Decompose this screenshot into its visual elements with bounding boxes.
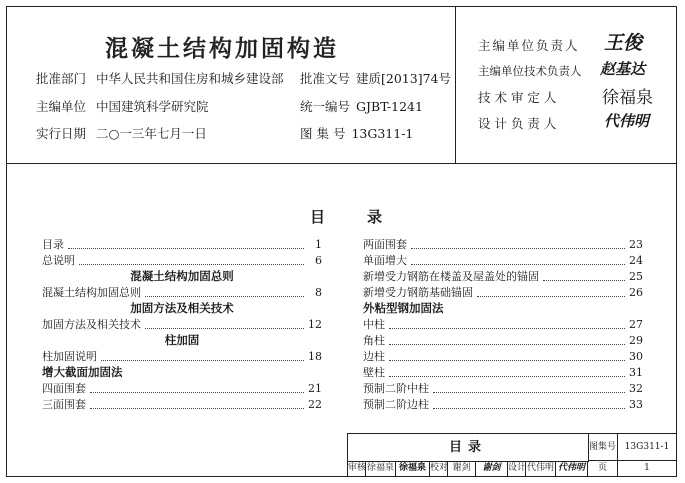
toc-entry-page: 32: [629, 382, 643, 395]
reviewer-name: 徐福泉: [366, 461, 396, 476]
toc-dot-leader: [477, 296, 625, 297]
toc-entry-title: 预制二阶边柱: [363, 398, 429, 411]
toc-heading: 目 录: [310, 208, 383, 226]
meta-unified-no: 统一编号 GJBT-1241: [300, 99, 423, 114]
toc-entry-page: 8: [315, 286, 322, 299]
atlas-no-value: 13G311-1: [618, 434, 676, 461]
toc-entry[interactable]: [42, 396, 322, 412]
toc-entry-title: 混凝土结构加固总则: [42, 286, 141, 299]
toc-entry[interactable]: [42, 348, 322, 364]
meta-editor-unit: 主编单位 中国建筑科学研究院: [36, 99, 209, 114]
design-label: 设计: [508, 461, 526, 476]
meta-atlas-no: 图 集 号 13G311-1: [300, 126, 414, 141]
toc-entry-page: 24: [629, 254, 643, 267]
toc-entry-page: 18: [308, 350, 322, 363]
toc-entry-title: 目录: [42, 238, 64, 251]
toc-dot-leader: [90, 408, 304, 409]
toc-dot-leader: [79, 264, 304, 265]
toc-entry-title: 单面增大: [363, 254, 407, 267]
toc-entry-title: 中柱: [363, 318, 385, 331]
signature-chief-editor: 王俊: [604, 32, 643, 54]
toc-entry-page: 21: [308, 382, 322, 395]
toc-entry[interactable]: [363, 236, 643, 252]
toc-entry-title: 柱加固说明: [42, 350, 97, 363]
toc-entry-title: 新增受力钢筋基础锚固: [363, 286, 473, 299]
signature-reviewer: 徐福泉: [602, 88, 653, 108]
toc-entry-title: 三面围套: [42, 398, 86, 411]
meta-effective-date: 实行日期 二○一三年七月一日: [36, 126, 207, 141]
toc-entry-page: 23: [629, 238, 643, 251]
responsible-tech-lead-label: 主编单位技术负责人: [478, 64, 582, 78]
toc-entry-page: 22: [308, 398, 322, 411]
toc-dot-leader: [68, 248, 304, 249]
toc-section-heading: 加固方法及相关技术: [130, 301, 234, 315]
toc-entry-page: 26: [629, 286, 643, 299]
toc-entry-page: 27: [629, 318, 643, 331]
toc-dot-leader: [411, 264, 625, 265]
signature-design-lead: 代伟明: [604, 112, 650, 130]
designer-name: 代伟明: [526, 461, 556, 476]
toc-entry[interactable]: [363, 284, 643, 300]
toc-entry-page: 29: [629, 334, 643, 347]
toc-entry[interactable]: [363, 268, 643, 284]
header-divider: [6, 163, 677, 164]
toc-entry-page: 6: [315, 254, 322, 267]
toc-entry[interactable]: [42, 380, 322, 396]
toc-dot-leader: [389, 360, 625, 361]
check-label: 校对: [430, 461, 448, 476]
toc-entry[interactable]: [363, 316, 643, 332]
toc-entry-title: 角柱: [363, 334, 385, 347]
toc-entry-title: 加固方法及相关技术: [42, 318, 141, 331]
toc-dot-leader: [389, 376, 625, 377]
toc-entry-title: 新增受力钢筋在楼盖及屋盖处的锚固: [363, 270, 539, 283]
responsible-reviewer-label: 技 术 审 定 人: [478, 90, 557, 105]
toc-entry-title: 预制二阶中柱: [363, 382, 429, 395]
toc-section-heading: 外粘型钢加固法: [363, 301, 444, 315]
toc-entry-page: 25: [629, 270, 643, 283]
toc-entry-title: 四面围套: [42, 382, 86, 395]
responsible-design-lead-label: 设 计 负 责 人: [478, 116, 557, 131]
title-block: [347, 433, 677, 477]
toc-left-column: [42, 236, 322, 412]
toc-dot-leader: [433, 408, 625, 409]
toc-entry-title: 壁柱: [363, 366, 385, 379]
toc-dot-leader: [145, 328, 304, 329]
toc-dot-leader: [389, 328, 625, 329]
meta-approval-doc: 批准文号 建质[2013]74号: [300, 71, 451, 86]
toc-right-column: [363, 236, 643, 412]
page-label: 页: [588, 461, 618, 476]
review-label: 审核: [348, 461, 366, 476]
toc-section-heading: 混凝土结构加固总则: [130, 269, 234, 283]
toc-entry-page: 31: [629, 366, 643, 379]
reviewer-signature: 徐福泉: [396, 461, 430, 476]
toc-entry[interactable]: [42, 284, 322, 300]
toc-dot-leader: [433, 392, 625, 393]
document-title: 混凝土结构加固构造: [105, 36, 339, 62]
toc-section-heading: 增大截面加固法: [42, 365, 123, 379]
signature-tech-lead: 赵基达: [600, 60, 646, 78]
toc-entry[interactable]: [363, 380, 643, 396]
toc-dot-leader: [145, 296, 304, 297]
toc-entry[interactable]: [363, 332, 643, 348]
atlas-no-label: 图集号: [588, 434, 618, 461]
toc-entry[interactable]: [363, 348, 643, 364]
responsible-chief-editor-label: 主编单位负责人: [478, 38, 580, 53]
meta-approval-dept: 批准部门 中华人民共和国住房和城乡建设部: [36, 71, 284, 86]
toc-dot-leader: [411, 248, 625, 249]
toc-entry[interactable]: [363, 396, 643, 412]
checker-name: 谢剑: [448, 461, 476, 476]
toc-dot-leader: [90, 392, 304, 393]
header-vertical-divider: [455, 6, 456, 163]
toc-dot-leader: [389, 344, 625, 345]
toc-entry-title: 两面围套: [363, 238, 407, 251]
page-number: 1: [644, 463, 650, 473]
toc-entry-page: 1: [315, 238, 322, 251]
toc-entry-page: 33: [629, 398, 643, 411]
toc-entry-title: 总说明: [42, 254, 75, 267]
toc-entry-page: 30: [629, 350, 643, 363]
toc-entry[interactable]: [363, 364, 643, 380]
toc-entry[interactable]: [363, 252, 643, 268]
toc-entry[interactable]: [42, 316, 322, 332]
toc-section-heading: 柱加固: [164, 333, 200, 347]
checker-signature: 谢剑: [476, 461, 508, 476]
toc-entry[interactable]: [42, 252, 322, 268]
toc-entry-page: 12: [308, 318, 322, 331]
toc-dot-leader: [101, 360, 304, 361]
toc-dot-leader: [543, 280, 625, 281]
toc-entry[interactable]: [42, 236, 322, 252]
designer-signature: 代伟明: [556, 461, 588, 476]
title-block-title: 目录: [348, 434, 589, 462]
toc-entry-title: 边柱: [363, 350, 385, 363]
